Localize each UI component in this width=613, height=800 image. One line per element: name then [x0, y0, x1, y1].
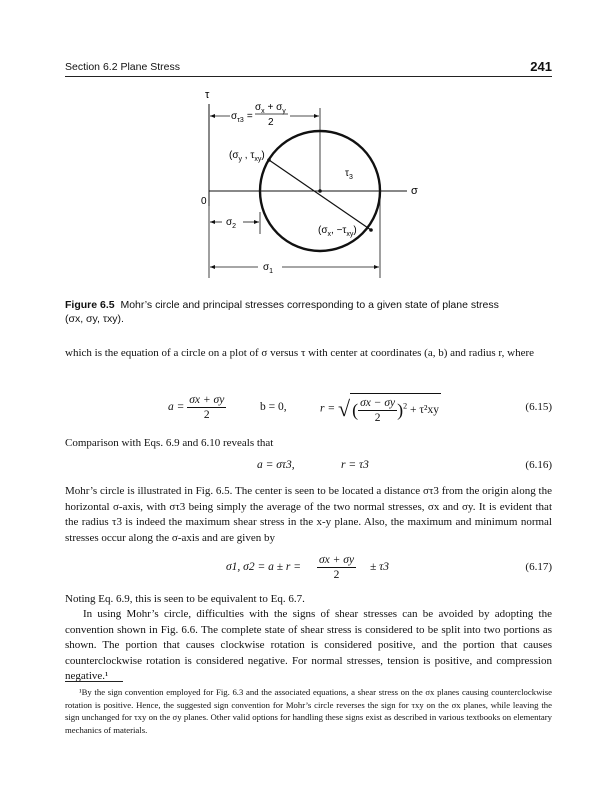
equation-6-15: [65, 387, 552, 427]
eq616-number: (6.16): [525, 459, 552, 471]
page-number: 241: [530, 59, 552, 74]
point-bottom: [369, 228, 373, 232]
sigma1-arrow-left: [210, 265, 215, 269]
sigma2-arrow-right: [254, 220, 259, 224]
center-fraction-denominator: 2: [268, 117, 274, 128]
sqrt-radicand: ( $\frac{\sigma x - \sigma y}{2}$ )$^2$ + τ²xy: [350, 393, 441, 425]
sigma1-label: $\sigma_1$: [263, 262, 274, 275]
eq615-r-numerator: σx − σy: [360, 397, 396, 409]
paragraph-comparison: Comparison with Eqs. 6.9 and 6.10 reveals that: [65, 437, 274, 449]
eq615-b: b = 0,: [260, 401, 287, 413]
eq615-a-fraction: [187, 393, 226, 422]
caption-text: Mohr’s circle and principal stresses corresponding to a given state of plane stress: [120, 299, 499, 311]
section-title: Section 6.2 Plane Stress: [65, 61, 180, 73]
sigma2-arrow-left: [210, 220, 215, 224]
caption-text-line2: (σx, σy, τxy).: [65, 313, 124, 325]
equation-6-17: [65, 551, 552, 585]
paragraph-circle-equation: which is the equation of a circle on a plot of σ versus τ with center at coordinates (a, b) and radius r, where: [65, 347, 534, 359]
center-fraction-numerator: $\sigma_x + \sigma_y$: [255, 102, 286, 115]
radius-label: $\tau_3$: [345, 168, 353, 181]
eq617-number: (6.17): [525, 561, 552, 573]
center-distance-label: $\sigma_{\tau 3}$ =: [231, 111, 253, 124]
figure-label: Figure 6.5: [65, 299, 115, 311]
eq615-a-lhs: a =: [168, 401, 185, 414]
paragraph-mohr-illustrated: Mohr’s circle is illustrated in Fig. 6.5. The center is seen to be located a distance στ3 from the origin along the horizontal σ-axis, with στ3 being simply the average of the two normal stresses, σx and σy. It is evident that the radius τ3 is indeed the maximum shear stress in the x-y plane. Also, the maximum and minimum normal stresses occur along the σ-axis and are given by: [65, 485, 552, 544]
sqrt-symbol: √: [338, 396, 351, 421]
bottom-point-label: ($\sigma_x$, $-\tau_{xy}$): [318, 225, 357, 238]
paragraph-equivalent: Noting Eq. 6.9, this is seen to be equivalent to Eq. 6.7.: [65, 593, 305, 605]
eq617-tail: ± τ3: [370, 561, 390, 573]
origin-label: 0: [201, 196, 207, 207]
eq615-number: (6.15): [525, 401, 552, 413]
point-top: [267, 158, 271, 162]
eq617-lhs: σ1, σ2 = a ± r =: [226, 561, 302, 573]
sigma2-label: $\sigma_2$: [226, 217, 237, 230]
eq617-fraction: [317, 553, 356, 582]
eq615-r-fraction: [358, 396, 397, 425]
eq616-rhs: r = τ3: [341, 459, 369, 471]
eq617-numerator: σx + σy: [319, 554, 355, 566]
top-point-label: ($\sigma_y$ , $\tau_{xy}$): [229, 150, 265, 163]
eq615-a-denominator: 2: [203, 409, 210, 421]
tau-axis-label: τ: [205, 89, 210, 101]
eq617-denominator: 2: [333, 569, 340, 581]
eq615-a-numerator: σx + σy: [189, 394, 225, 406]
footnote-rule: [65, 681, 123, 682]
eq615-r-denominator: 2: [374, 412, 381, 424]
paragraph-sign-convention: In using Mohr’s circle, difficulties with the signs of shear stresses can be avoided by adopting the convention shown in Fig. 6.6. The complete state of shear stress is considered to be split into two portions as shown. The portion that causes clockwise rotation is considered positive, and the portion that causes counterclockwise rotation is considered negative. For normal stresses, tension is positive, and compression negative.¹: [65, 608, 552, 682]
figure-caption: [65, 298, 552, 326]
eq615-r-tail: + τ²xy: [410, 404, 439, 417]
arrow-right: [314, 114, 319, 118]
eq615-r-lhs: r =: [320, 402, 336, 415]
equation-6-16: [65, 459, 552, 477]
sigma1-arrow-right: [374, 265, 379, 269]
mohr-circle-figure: [0, 0, 613, 300]
sigma-axis-label: σ: [411, 185, 418, 197]
eq616-lhs: a = στ3,: [257, 459, 295, 471]
arrow-left: [210, 114, 215, 118]
footnote: ¹By the sign convention employed for Fig. 6.3 and the associated equations, a shear stress on the σx planes causing counterclockwise rotation is positive. Hence, the suggested sign convention for Mohr’s circle reverses the sign for τxy on the σx planes, while leaving the sign unchanged for τxy on the σy planes. Other valid options for handling these signs exist as described in various textbooks on elementary mechanics of materials.: [65, 687, 552, 735]
